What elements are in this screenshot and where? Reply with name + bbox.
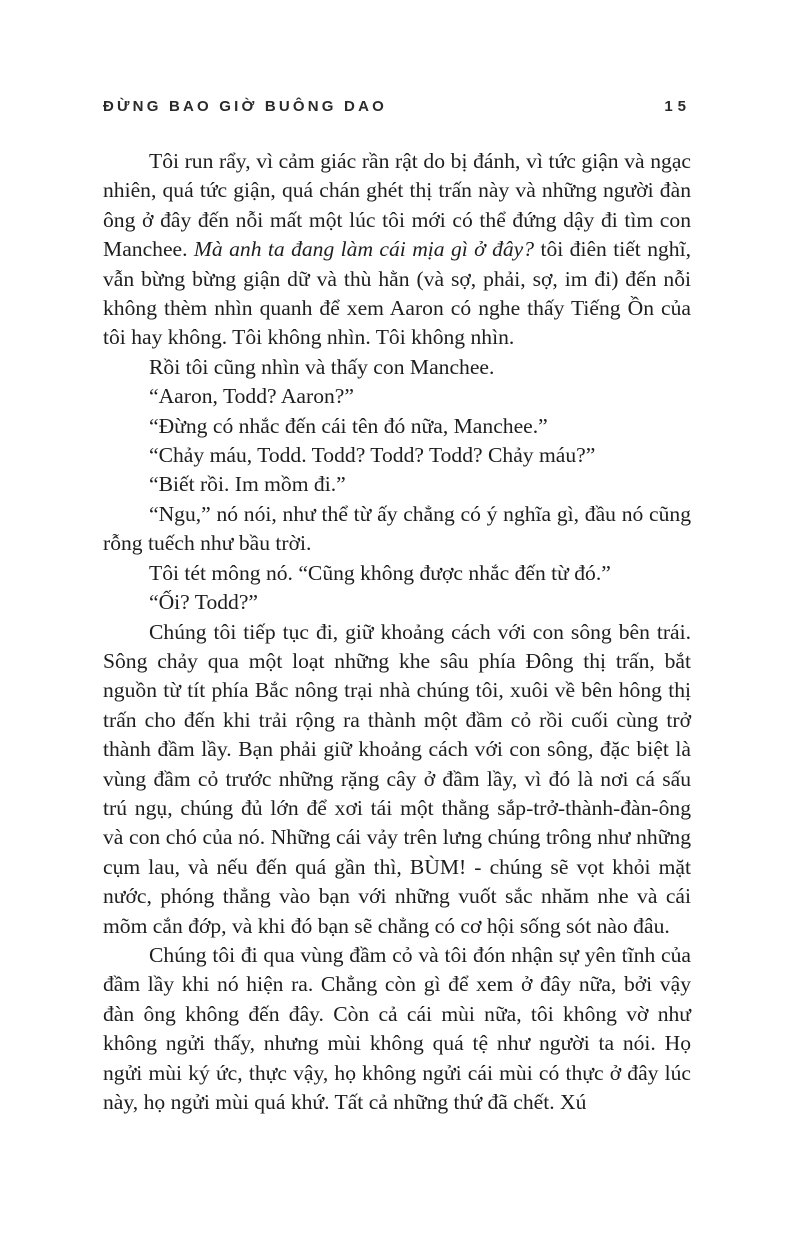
paragraph: “Chảy máu, Todd. Todd? Todd? Todd? Chảy máu?” bbox=[149, 443, 596, 468]
paragraph: “Aaron, Todd? Aaron?” bbox=[149, 384, 354, 409]
running-header bbox=[103, 98, 691, 120]
paragraph: “Biết rồi. Im mồm đi.” bbox=[149, 472, 346, 497]
book-title: ĐỪNG BAO GIỜ BUÔNG DAO bbox=[103, 98, 387, 115]
paragraph bbox=[103, 147, 691, 353]
paragraph-text: Tôi run rẩy, vì cảm giác rần rật do bị đánh, vì tức giận và ngạc nhiên, quá tức giận, quá chán ghét thị trấn này và những người đàn ông ở đây đến nỗi mất một lúc tôi mới có thể đứng dậy đi tìm con Manchee. bbox=[103, 149, 691, 262]
page-number: 15 bbox=[664, 98, 691, 115]
paragraph: Rồi tôi cũng nhìn và thấy con Manchee. bbox=[149, 354, 495, 379]
paragraph: “Đừng có nhắc đến cái tên đó nữa, Manchee.” bbox=[149, 413, 548, 438]
paragraph: Tôi tét mông nó. “Cũng không được nhắc đến từ đó.” bbox=[149, 560, 611, 585]
body-text bbox=[103, 147, 691, 1117]
paragraph: “Ngu,” nó nói, như thể từ ấy chẳng có ý nghĩa gì, đầu nó cũng rỗng tuếch như bầu trời. bbox=[103, 501, 691, 556]
paragraph: Chúng tôi tiếp tục đi, giữ khoảng cách với con sông bên trái. Sông chảy qua một loạt những khe sâu phía Đông thị trấn, bắt nguồn từ tít phía Bắc nông trại nhà chúng tôi, xuôi về bên hông thị trấn cho đến khi trải rộng ra thành một đầm cỏ rồi cuối cùng trở thành đầm lầy. Bạn phải giữ khoảng cách với con sông, đặc biệt là vùng đầm cỏ trước những rặng cây ở đầm lầy, vì đó là nơi cá sấu trú ngụ, chúng đủ lớn để xơi tái một thằng sắp-trở-thành-đàn-ông và con chó của nó. Những cái vảy trên lưng chúng trông như những cụm lau, và nếu đến quá gần thì, BÙM! - chúng sẽ vọt khỏi mặt nước, phóng thẳng vào bạn với những vuốt sắc nhăm nhe và cái mõm cắn đớp, và khi đó bạn sẽ chẳng có cơ hội sống sót nào đâu. bbox=[103, 619, 691, 938]
paragraph: “Ối? Todd?” bbox=[149, 590, 259, 615]
paragraph-text: tôi điên tiết nghĩ, vẫn bừng bừng giận dữ và thù hằn (và sợ, phải, sợ, im đi) đến nỗi không thèm nhìn quanh để xem Aaron có nghe thấy Tiếng Ồn của tôi hay không. Tôi không nhìn. Tôi không nhìn. bbox=[103, 237, 691, 350]
italic-thought: Mà anh ta đang làm cái mịa gì ở đây? bbox=[193, 237, 535, 262]
paragraph: Chúng tôi đi qua vùng đầm cỏ và tôi đón nhận sự yên tĩnh của đầm lầy khi nó hiện ra. Chẳng còn gì để xem ở đây nữa, bởi vậy đàn ông không đến đây. Còn cả cái mùi nữa, tôi không vờ như không ngửi thấy, nhưng mùi không quá tệ như người ta nói. Họ ngửi mùi ký ức, thực vậy, họ không ngửi cái mùi có thực ở đây lúc này, họ ngửi mùi quá khứ. Tất cả những thứ đã chết. Xú bbox=[103, 942, 691, 1114]
